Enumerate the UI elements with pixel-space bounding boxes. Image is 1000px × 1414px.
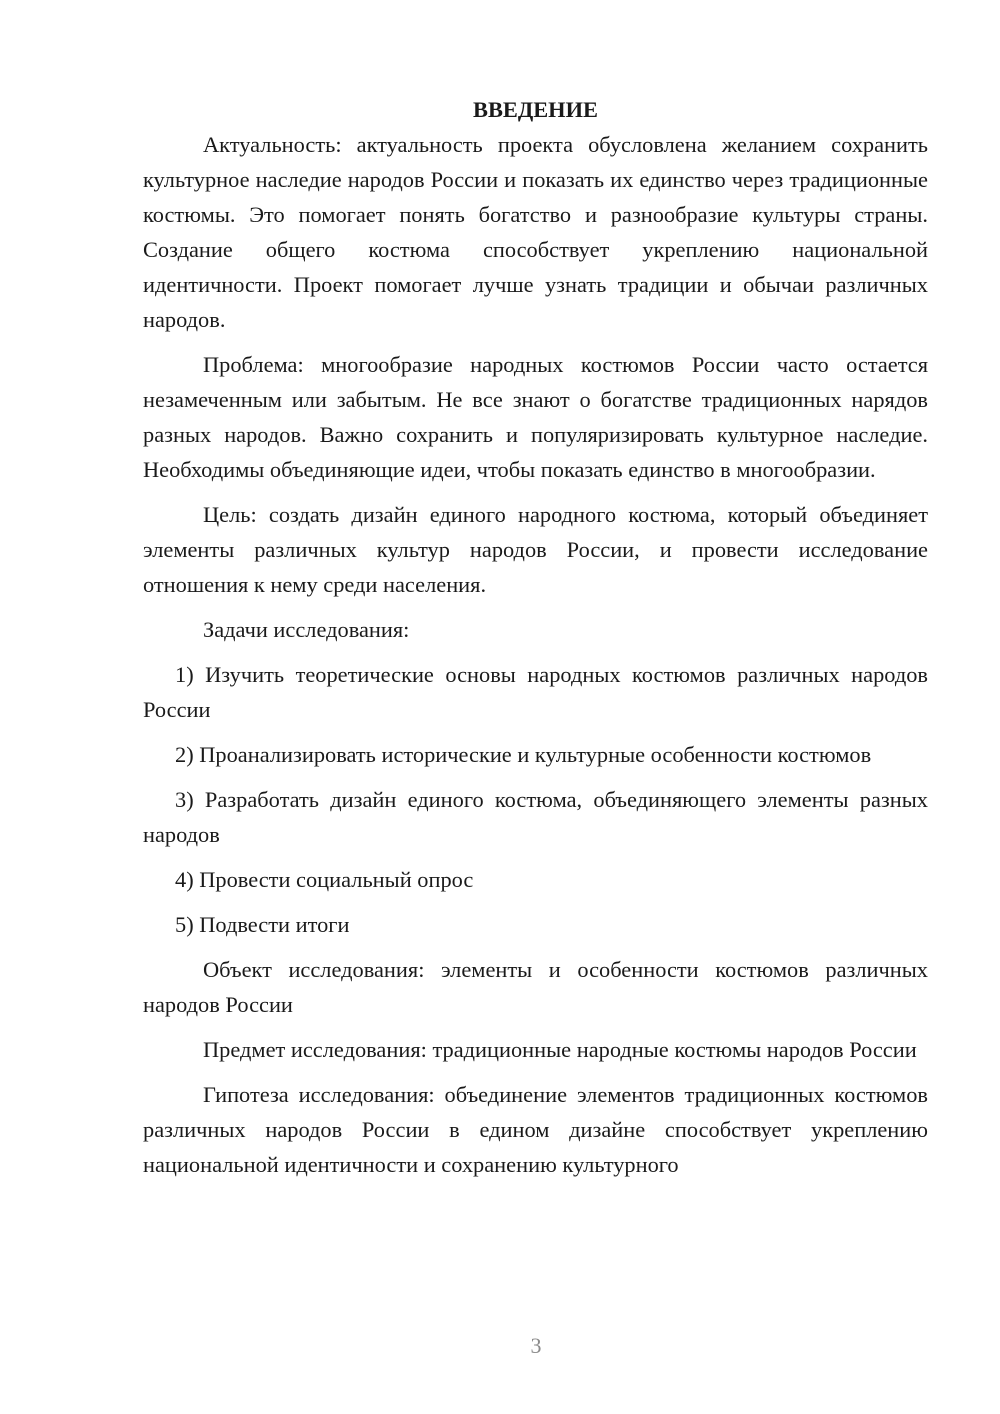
task-item-2: 2) Проанализировать исторические и культурные особенности костюмов — [175, 742, 872, 767]
paragraph-relevance: Актуальность: актуальность проекта обусловлена желанием сохранить культурное наследие народов России и показать их единство через традиционные костюмы. Это помогает понять богатство и разнообразие культуры страны. Создание общего костюма способствует укреплению национальной идентичности. Проект помогает лучше узнать традиции и обычаи различных народов. — [143, 132, 928, 332]
task-item-4: 4) Провести социальный опрос — [175, 867, 474, 892]
task-item-1: 1) Изучить теоретические основы народных костюмов различных народов России — [143, 662, 928, 722]
paragraph-problem: Проблема: многообразие народных костюмов России часто остается незамеченным или забытым. Не все знают о богатстве традиционных нарядов разных народов. Важно сохранить и популяризировать культурное наследие. Необходимы объединяющие идеи, чтобы показать единство в многообразии. — [143, 352, 928, 482]
task-item-5: 5) Подвести итоги — [175, 912, 350, 937]
paragraph-goal: Цель: создать дизайн единого народного костюма, который объединяет элементы различных культур народов России, и провести исследование отношения к нему среди населения. — [143, 502, 928, 597]
paragraph-subject: Предмет исследования: традиционные народные костюмы народов России — [203, 1037, 917, 1062]
page-content — [143, 92, 928, 1182]
section-heading: ВВЕДЕНИЕ — [473, 97, 598, 122]
task-item-3: 3) Разработать дизайн единого костюма, объединяющего элементы разных народов — [143, 787, 928, 847]
tasks-title: Задачи исследования: — [203, 617, 410, 642]
paragraph-object: Объект исследования: элементы и особенности костюмов различных народов России — [143, 957, 928, 1017]
page-number: 3 — [530, 1333, 542, 1358]
paragraph-hypothesis: Гипотеза исследования: объединение элементов традиционных костюмов различных народов России в едином дизайне способствует укреплению национальной идентичности и сохранению культурного — [143, 1082, 928, 1177]
